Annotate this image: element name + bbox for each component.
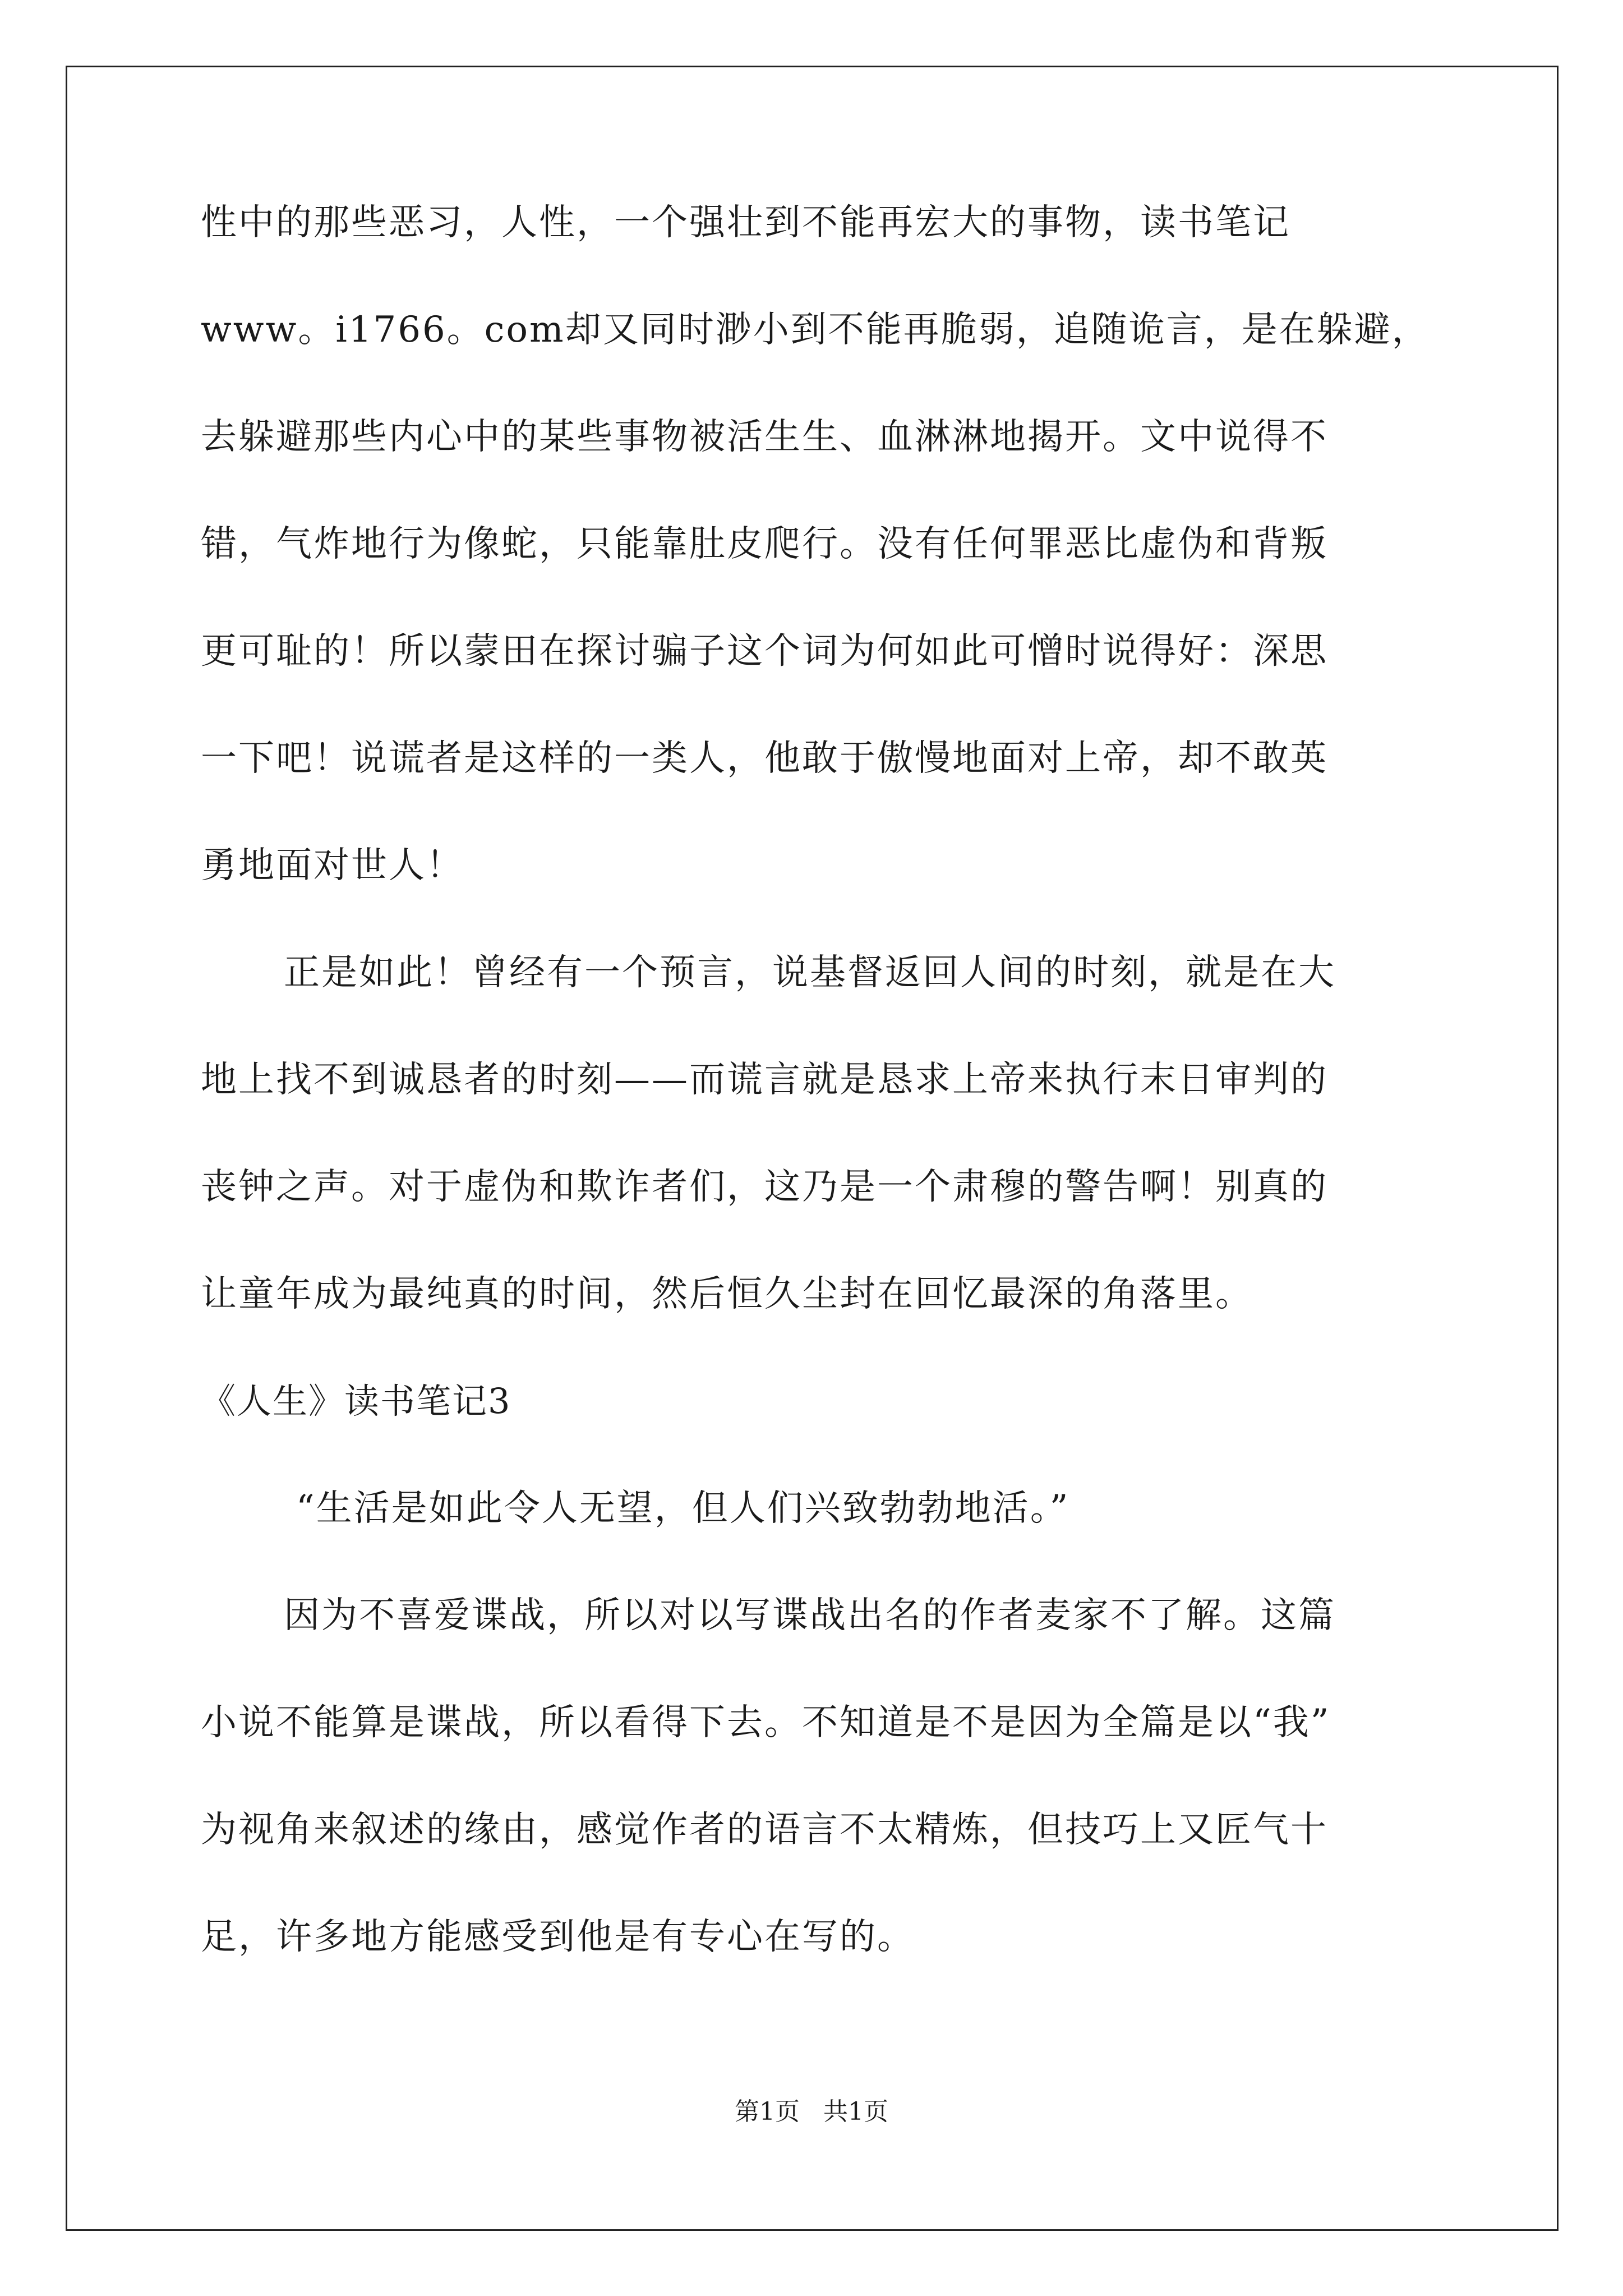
paragraph-3 — [201, 1595, 1429, 2026]
text-line: 更可耻的！所以蒙田在探讨骗子这个词为何如此可憎时说得好：深思 — [201, 631, 1328, 672]
text-line: 去躲避那些内心中的某些事物被活生生、血淋淋地揭开。文中说得不 — [201, 416, 1328, 458]
section-heading: 《人生》读书笔记3 — [201, 1381, 511, 1421]
text-line: 勇地面对世人！ — [201, 845, 464, 886]
text-line: 为视角来叙述的缘由，感觉作者的语言不太精炼，但技巧上又匠气十 — [201, 1809, 1328, 1851]
quote-line: “生活是如此令人无望，但人们兴致勃勃地活。” — [296, 1488, 1070, 1529]
text-line: 一下吧！说谎者是这样的一类人，他敢于傲慢地面对上帝，却不敢英 — [201, 738, 1328, 779]
paragraph-2 — [201, 952, 1429, 1383]
document-body — [201, 202, 1430, 2026]
text-line: 因为不喜爱谍战，所以对以写谍战出名的作者麦家不了解。这篇 — [284, 1595, 1336, 1636]
text-line: 性中的那些恶习，人性，一个强壮到不能再宏大的事物，读书笔记 — [201, 202, 1290, 243]
paragraph-1 — [201, 202, 1430, 955]
text-line: www。i1766。com却又同时渺小到不能再脆弱，追随诡言，是在躲避， — [201, 309, 1430, 351]
page-number-footer: 第1页 共1页 — [735, 2097, 888, 2126]
text-line: 让童年成为最纯真的时间，然后恒久尘封在回忆最深的角落里。 — [201, 1273, 1253, 1315]
text-line: 小说不能算是谍战，所以看得下去。不知道是不是因为全篇是以“我” — [201, 1702, 1331, 1743]
text-line: 丧钟之声。对于虚伪和欺诈者们，这乃是一个肃穆的警告啊！别真的 — [201, 1166, 1328, 1208]
text-line: 足，许多地方能感受到他是有专心在写的。 — [201, 1916, 915, 1958]
text-line: 地上找不到诚恳者的时刻——而谎言就是恳求上帝来执行末日审判的 — [201, 1059, 1328, 1101]
text-line: 错，气炸地行为像蛇，只能靠肚皮爬行。没有任何罪恶比虚伪和背叛 — [201, 523, 1328, 565]
text-line: 正是如此！曾经有一个预言，说基督返回人间的时刻，就是在大 — [284, 952, 1336, 993]
